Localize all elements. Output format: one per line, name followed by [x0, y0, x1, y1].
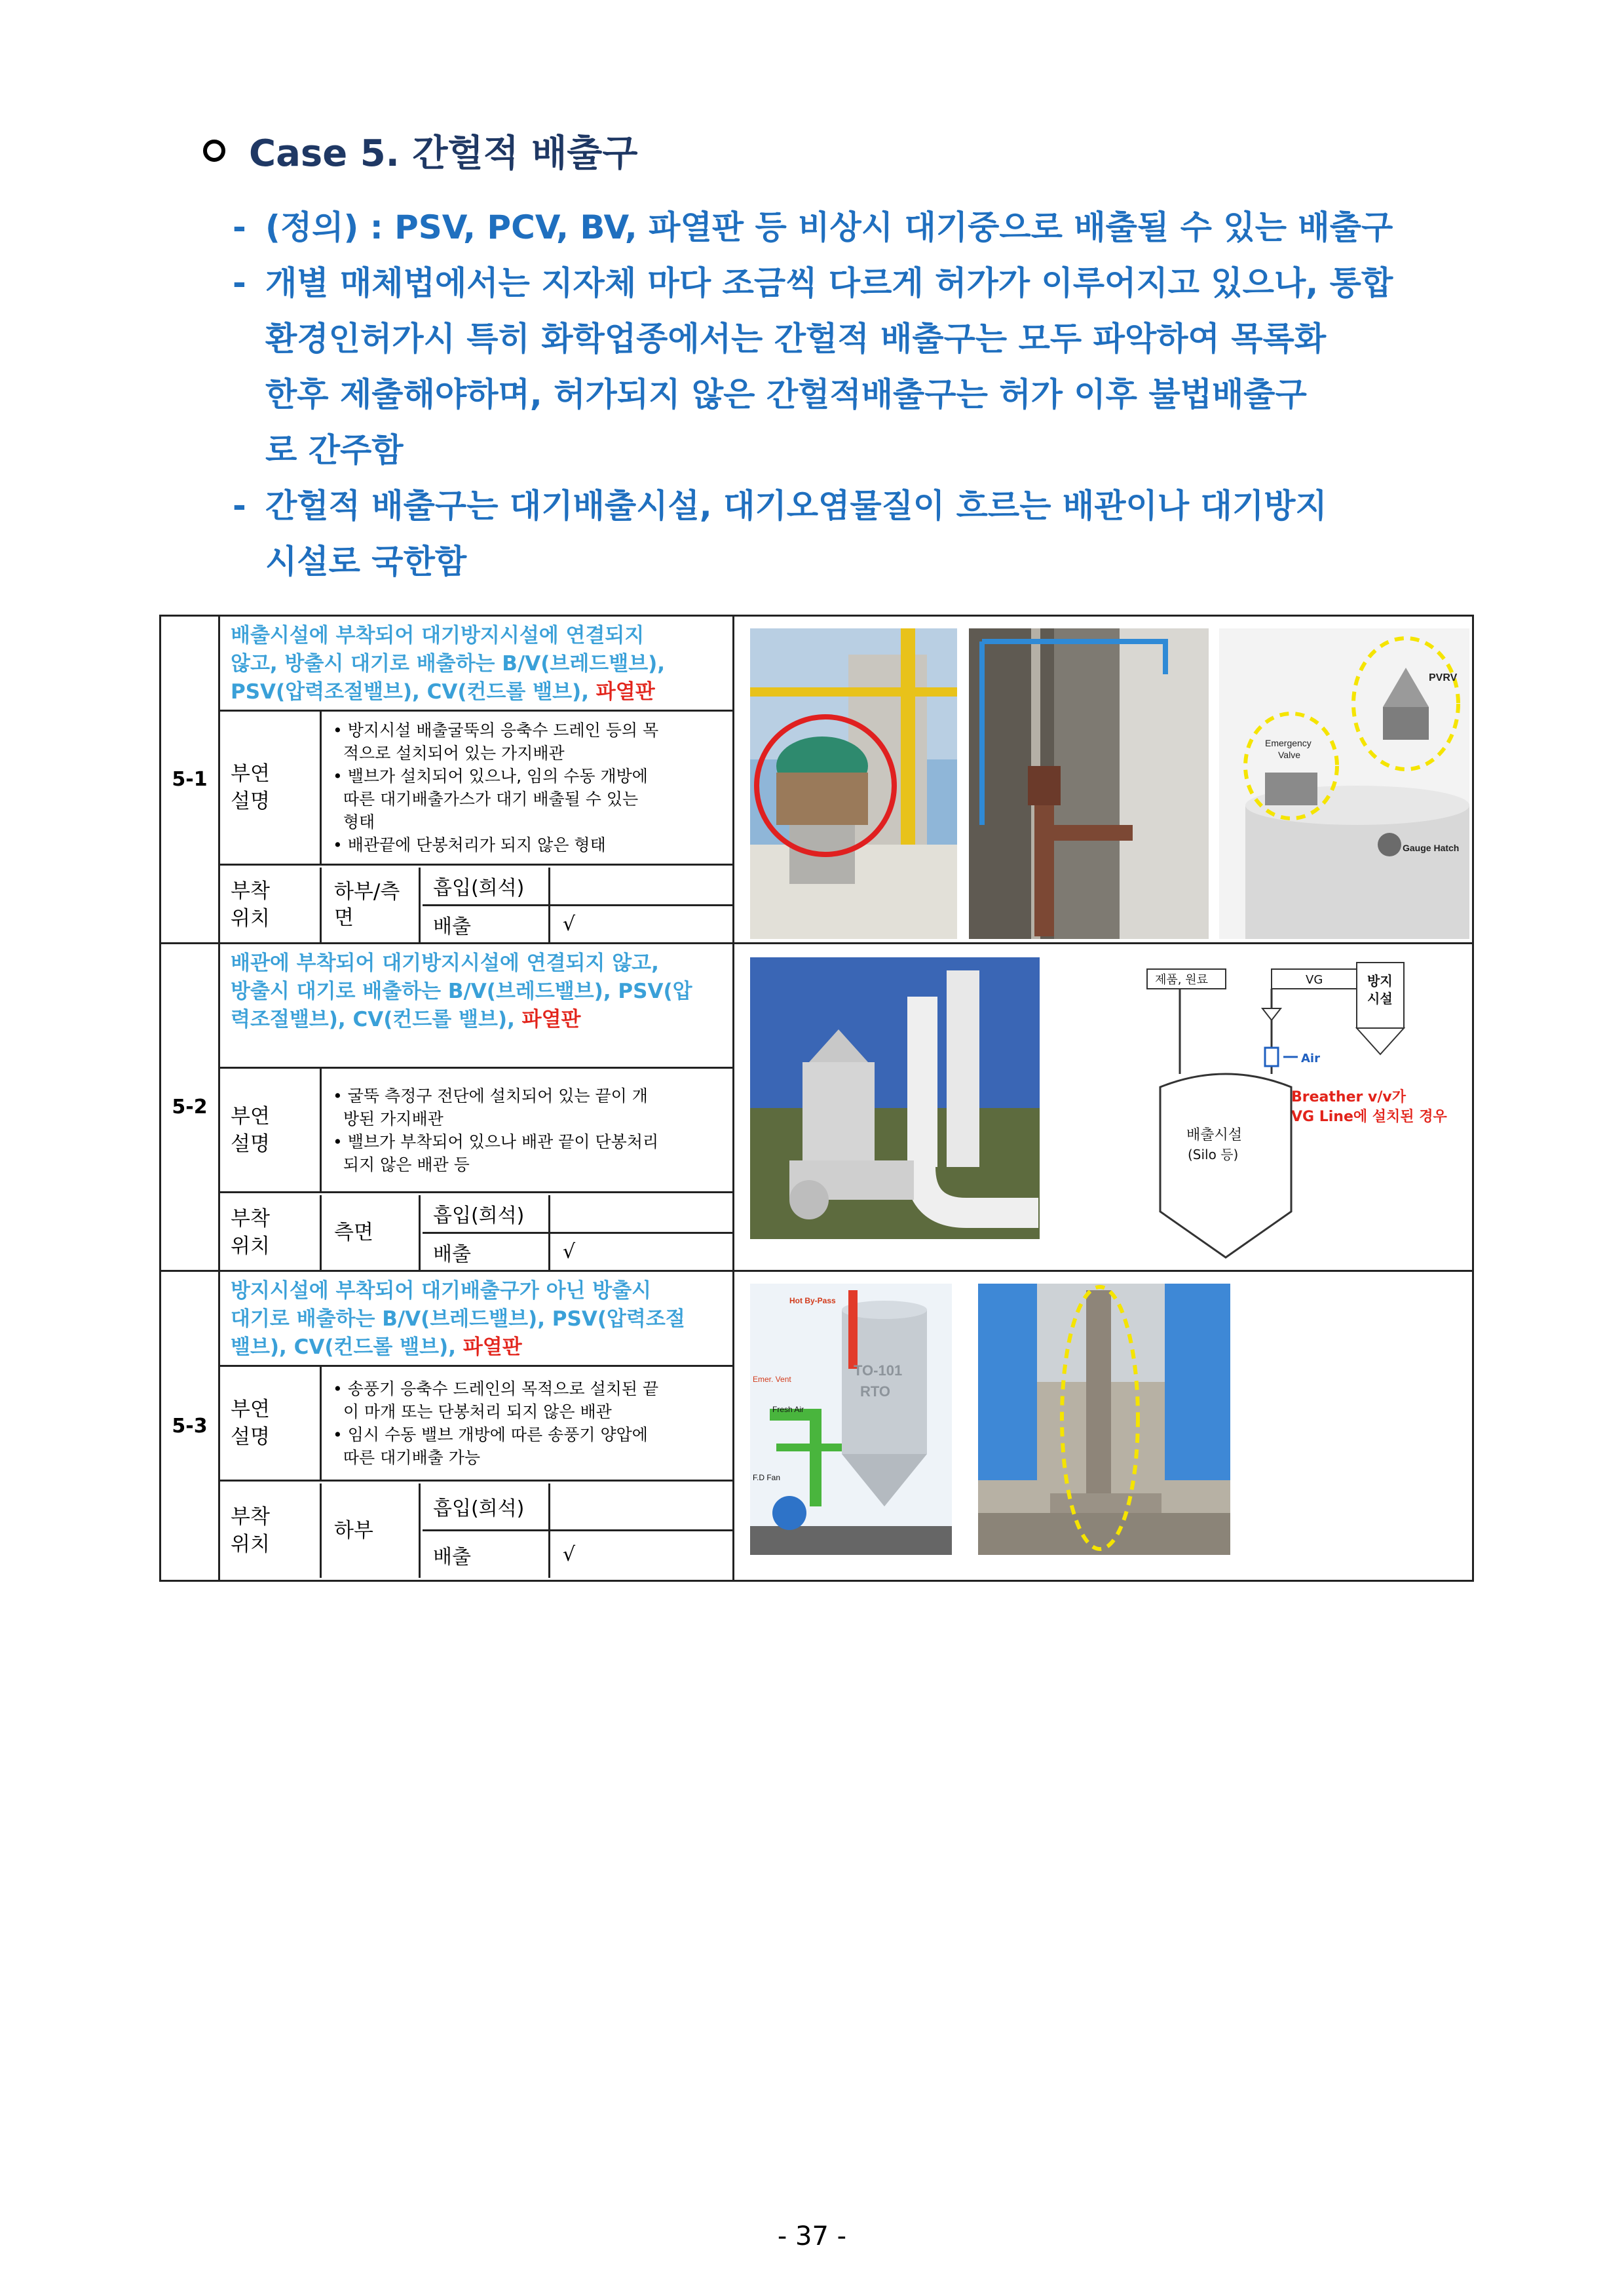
desc-line: • 방지시설 배출굴뚝의 응축수 드레인 등의 목	[333, 721, 659, 740]
desc-label	[220, 1069, 322, 1191]
desc-line: • 송풍기 응축수 드레인의 목적으로 설치된 끝	[333, 1379, 659, 1398]
product-label: 제품, 원료	[1155, 973, 1208, 987]
stack-drain-photo	[978, 1284, 1230, 1555]
flow-out: 배출	[423, 906, 550, 942]
row-title-line: 대기로 배출하는 B/V(브레드밸브), PSV(압력조절	[231, 1307, 685, 1331]
row-title	[220, 617, 732, 712]
desc-line: • 임시 수동 밸브 개방에 따른 송풍기 양압에	[333, 1425, 648, 1444]
position-value	[324, 1483, 421, 1578]
bullet-line: 개별 매체법에서는 지자체 마다 조금씩 다르게 허가가 이루어지고 있으나, 통합	[265, 264, 1393, 302]
pvrv-tank-render	[1219, 628, 1469, 939]
position-section	[220, 1195, 732, 1270]
fd-fan-caption: F.D Fan	[753, 1473, 781, 1482]
bullet-line: 시설로 국한함	[265, 543, 467, 581]
rupture-disc-label: 파열판	[463, 1335, 522, 1359]
position-line: 측면	[334, 1221, 373, 1244]
desc-line: 되지 않은 배관 등	[333, 1155, 470, 1174]
bullet-dash: -	[233, 208, 246, 246]
mark-in	[552, 1195, 732, 1232]
row-title-line: 방지시설에 부착되어 대기배출구가 아닌 방출시	[231, 1279, 652, 1303]
valve-caption: Valve	[1278, 750, 1300, 760]
position-label-line: 위치	[231, 1234, 270, 1258]
fresh-air-caption: Fresh Air	[772, 1405, 804, 1414]
desc-line: • 굴뚝 측정구 전단에 설치되어 있는 끝이 개	[333, 1086, 648, 1105]
case-heading	[203, 124, 638, 177]
desc-line: 이 마개 또는 단봉처리 되지 않은 배관	[333, 1402, 612, 1421]
position-section	[220, 868, 732, 942]
desc-line: • 밸브가 설치되어 있으나, 임의 수동 개방에	[333, 767, 648, 786]
rto-render	[750, 1284, 952, 1555]
row-title-line: PSV(압력조절밸브), CV(컨드롤 밸브),	[231, 680, 596, 704]
mark-out: √	[563, 1240, 576, 1263]
facility-label-2: 시설	[1367, 991, 1393, 1006]
desc-line: • 배관끝에 단봉처리가 되지 않은 형태	[333, 835, 606, 854]
position-label	[220, 868, 322, 942]
bullet-line: 로 간주함	[265, 431, 404, 469]
desc-line: 따른 대기배출 가능	[333, 1448, 480, 1467]
bullet-dash: -	[233, 487, 246, 525]
breather-label-1: Breather v/v가	[1291, 1089, 1406, 1105]
desc-line: 형태	[333, 813, 375, 832]
silo-label-2: (Silo 등)	[1188, 1147, 1239, 1162]
row-images	[734, 1272, 1472, 1580]
position-value	[324, 868, 421, 942]
mark-out: √	[563, 913, 576, 936]
bullet-dash: -	[233, 264, 246, 302]
pipe-valve-photo	[969, 628, 1209, 939]
bullet-item	[233, 256, 1477, 478]
desc-label	[220, 712, 322, 864]
bullet-line: 한후 제출해야하며, 허가되지 않은 간헐적배출구는 허가 이후 불법배출구	[265, 375, 1307, 413]
table-row	[161, 1272, 1472, 1580]
bullet-item	[233, 478, 1477, 590]
position-label-line: 위치	[231, 907, 270, 930]
desc-section	[220, 1367, 732, 1482]
rupture-disc-label: 파열판	[595, 680, 655, 704]
mark-out: √	[563, 1543, 576, 1566]
row-description	[220, 1272, 734, 1580]
hot-bypass-caption: Hot By-Pass	[789, 1296, 836, 1305]
rto-tag-2: RTO	[860, 1383, 891, 1400]
air-label: Air	[1301, 1052, 1320, 1065]
table-row	[161, 944, 1472, 1272]
gauge-caption: Gauge Hatch	[1403, 843, 1460, 853]
silo-diagram	[1075, 956, 1471, 1264]
bullet-item	[233, 200, 1477, 256]
row-id: 5-3	[161, 1272, 220, 1580]
page-number: - 37 -	[777, 2221, 847, 2251]
row-title-line: 밸브), CV(컨드롤 밸브),	[231, 1335, 463, 1359]
position-value	[324, 1195, 421, 1270]
desc-line: 적으로 설치되어 있는 가지배관	[333, 744, 565, 763]
flow-in: 흡입(희석)	[423, 1195, 550, 1232]
row-title-line: 배출시설에 부착되어 대기방지시설에 연결되지	[231, 624, 645, 647]
position-line: 하부	[334, 1519, 373, 1542]
position-label	[220, 1195, 322, 1270]
desc-label-line: 설명	[231, 1425, 270, 1449]
desc-label-line: 설명	[231, 1132, 270, 1156]
row-title-line: 않고, 방출시 대기로 배출하는 B/V(브레드밸브),	[231, 652, 666, 676]
flow-in: 흡입(희석)	[423, 1483, 550, 1529]
position-line: 면	[334, 906, 354, 930]
bullet-line: 간헐적 배출구는 대기배출시설, 대기오염물질이 흐르는 배관이나 대기방지	[265, 487, 1327, 525]
desc-text	[324, 1069, 732, 1191]
row-id: 5-2	[161, 944, 220, 1270]
row-title	[220, 1272, 732, 1367]
desc-section	[220, 712, 732, 866]
row-title-line: 배관에 부착되어 대기방지시설에 연결되지 않고,	[231, 951, 659, 975]
desc-line: • 밸브가 부착되어 있으나 배관 끝이 단봉처리	[333, 1132, 659, 1151]
mark-in	[552, 868, 732, 904]
position-label-line: 위치	[231, 1533, 270, 1556]
table-row	[161, 617, 1472, 944]
desc-label-line: 부연	[231, 1104, 270, 1128]
desc-label-line: 부연	[231, 1398, 270, 1421]
relief-valve-photo	[750, 957, 1040, 1239]
facility-label-1: 방지	[1367, 973, 1393, 989]
desc-label-line: 부연	[231, 762, 270, 786]
position-label-line: 부착	[231, 1207, 270, 1231]
row-description	[220, 944, 734, 1270]
bullet-line: (정의) : PSV, PCV, BV, 파열판 등 비상시 대기중으로 배출될 수 있는 배출구	[265, 208, 1393, 246]
position-section	[220, 1483, 732, 1578]
vg-label: VG	[1306, 973, 1323, 987]
desc-line: 방된 가지배관	[333, 1109, 444, 1128]
rto-tag-1: TO-101	[854, 1362, 903, 1379]
flow-out: 배출	[423, 1531, 550, 1578]
mark-in	[552, 1483, 732, 1529]
breather-label-2: VG Line에 설치된 경우	[1291, 1109, 1447, 1125]
position-label-line: 부착	[231, 1505, 270, 1529]
bullet-line: 환경인허가시 특히 화학업종에서는 간헐적 배출구는 모두 파악하여 목록화	[265, 320, 1327, 358]
rupture-disc-label: 파열판	[521, 1008, 581, 1031]
desc-section	[220, 1069, 732, 1193]
heading-text: Case 5. 간헐적 배출구	[249, 132, 638, 175]
row-title-line: 방출시 대기로 배출하는 B/V(브레드밸브), PSV(압	[231, 980, 692, 1003]
row-title	[220, 944, 732, 1069]
silo-label-1: 배출시설	[1186, 1127, 1243, 1143]
row-title-line: 력조절밸브), CV(컨드롤 밸브),	[231, 1008, 522, 1031]
position-line: 하부/측	[334, 880, 400, 904]
row-description	[220, 617, 734, 942]
row-images	[734, 944, 1472, 1270]
desc-text	[324, 1367, 732, 1480]
row-id: 5-1	[161, 617, 220, 942]
row-images	[734, 617, 1472, 942]
emer-vent-caption: Emer. Vent	[753, 1375, 791, 1384]
desc-text	[324, 712, 732, 864]
flow-out: 배출	[423, 1234, 550, 1270]
flow-in: 흡입(희석)	[423, 868, 550, 904]
position-label-line: 부착	[231, 879, 270, 903]
ring-bullet-icon	[203, 140, 225, 162]
pvrv-caption: PVRV	[1429, 672, 1458, 683]
emergency-caption: Emergency	[1265, 738, 1312, 748]
desc-line: 따른 대기배출가스가 대기 배출될 수 있는	[333, 790, 639, 809]
desc-label-line: 설명	[231, 790, 270, 813]
position-label	[220, 1483, 322, 1578]
desc-label	[220, 1367, 322, 1480]
tank-vent-photo	[750, 628, 957, 939]
vent-table	[159, 615, 1474, 1582]
bullet-list	[233, 200, 1477, 590]
